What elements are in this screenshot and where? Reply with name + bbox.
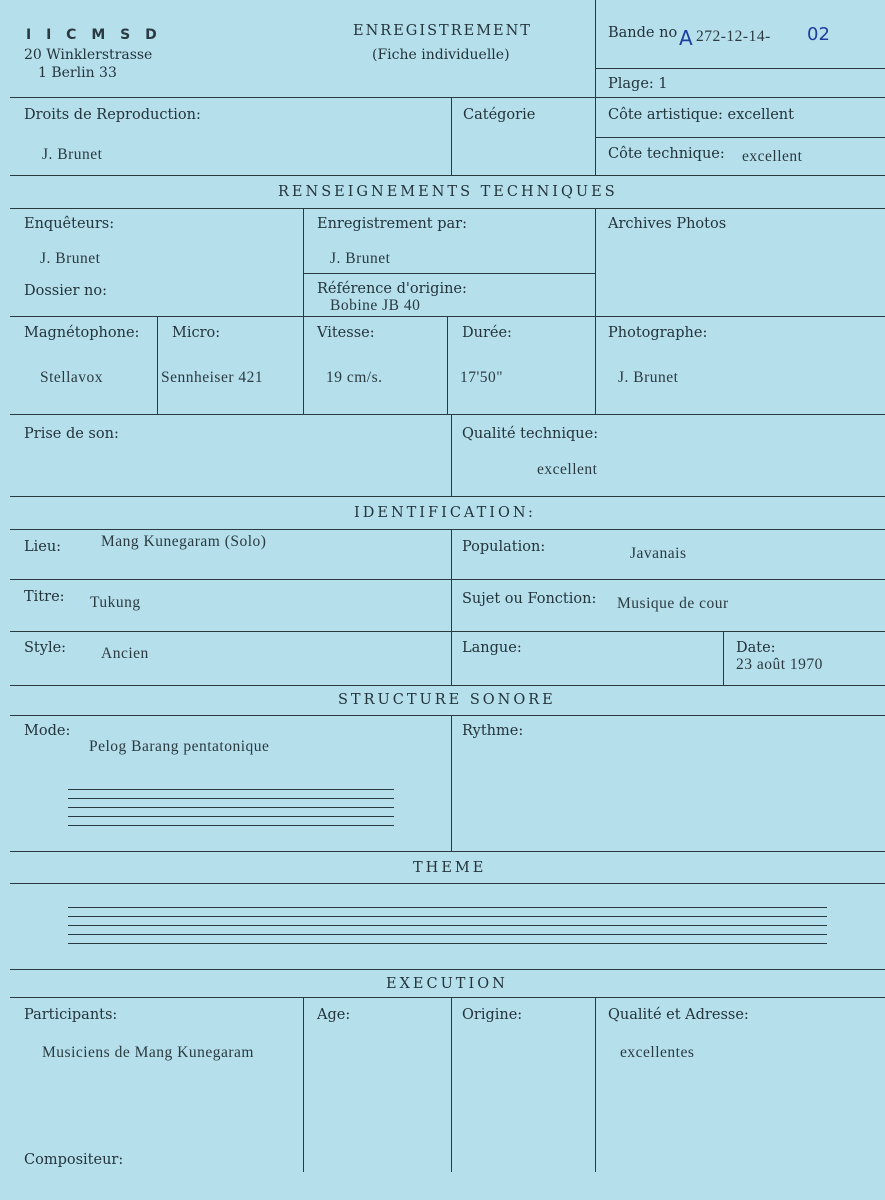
date-value: 23 août 1970 [736, 656, 823, 673]
mode-staff-line [68, 807, 394, 808]
theme-staff-line [68, 934, 827, 935]
origine-label: Origine: [462, 1007, 523, 1023]
bande-label: Bande no [608, 25, 678, 41]
rule [10, 997, 885, 998]
org-address-city: 1 Berlin 33 [38, 65, 117, 81]
droits-label: Droits de Reproduction: [24, 107, 201, 123]
theme-staff-line [68, 916, 827, 917]
enqueteurs-label: Enquêteurs: [24, 216, 115, 232]
section-title-structure: STRUCTURE SONORE [338, 692, 556, 708]
rule [595, 97, 596, 175]
date-label: Date: [736, 640, 776, 656]
micro-label: Micro: [172, 325, 221, 341]
vitesse-label: Vitesse: [317, 325, 375, 341]
bande-prefix: A [679, 26, 693, 50]
rule [303, 273, 595, 274]
section-title-execution: EXECUTION [386, 976, 508, 992]
cote-technique-label: Côte technique: [608, 146, 725, 162]
mode-label: Mode: [24, 723, 71, 739]
rule [157, 316, 158, 414]
langue-label: Langue: [462, 640, 522, 656]
participants-label: Participants: [24, 1007, 118, 1023]
population-value: Javanais [630, 545, 687, 562]
titre-value: Tukung [90, 594, 141, 611]
compositeur-label: Compositeur: [24, 1152, 124, 1168]
rule [10, 715, 885, 716]
rule [451, 715, 452, 851]
photographe-value: J. Brunet [618, 369, 679, 386]
magnetophone-label: Magnétophone: [24, 325, 140, 341]
rule [10, 883, 885, 884]
reference-value: Bobine JB 40 [330, 297, 421, 314]
dossier-label: Dossier no: [24, 283, 107, 299]
qualite-adresse-value: excellentes [620, 1044, 695, 1061]
population-label: Population: [462, 539, 546, 555]
reference-label: Référence d'origine: [317, 281, 467, 297]
magnetophone-value: Stellavox [40, 369, 104, 386]
duree-value: 17'50" [460, 369, 504, 386]
qualite-adresse-label: Qualité et Adresse: [608, 1007, 749, 1023]
style-value: Ancien [101, 645, 149, 662]
enregistrement-label: Enregistrement par: [317, 216, 467, 232]
mode-staff-line [68, 816, 394, 817]
style-label: Style: [24, 640, 67, 656]
org-name: I I C M S D [26, 27, 162, 43]
age-label: Age: [317, 1007, 351, 1023]
photographe-label: Photographe: [608, 325, 708, 341]
rule [10, 579, 885, 580]
rule [595, 0, 596, 97]
rule [595, 997, 596, 1172]
section-title-theme: THEME [413, 860, 487, 876]
rule [595, 137, 885, 138]
rule [451, 997, 452, 1172]
rule [10, 208, 885, 209]
duree-label: Durée: [462, 325, 512, 341]
rule [447, 316, 448, 414]
rythme-label: Rythme: [462, 723, 524, 739]
lieu-label: Lieu: [24, 539, 62, 555]
prise-de-son-label: Prise de son: [24, 426, 119, 442]
rule [10, 851, 885, 852]
titre-label: Titre: [24, 589, 65, 605]
bande-suffix: 02 [807, 24, 830, 45]
lieu-value: Mang Kunegaram (Solo) [101, 533, 267, 550]
rule [10, 631, 885, 632]
rule [595, 68, 885, 69]
theme-staff-line [68, 943, 827, 944]
vitesse-value: 19 cm/s. [326, 369, 383, 386]
mode-staff-line [68, 798, 394, 799]
sujet-label: Sujet ou Fonction: [462, 591, 597, 607]
rule [10, 97, 885, 98]
cote-technique-value: excellent [742, 148, 803, 165]
rule [595, 208, 596, 414]
section-title-identification: IDENTIFICATION: [354, 505, 536, 521]
rule [451, 97, 452, 175]
rule [10, 529, 885, 530]
bande-number: 272-12-14- [696, 28, 771, 45]
form-title: ENREGISTREMENT [353, 23, 532, 39]
archives-label: Archives Photos [608, 216, 727, 232]
plage: Plage: 1 [608, 76, 668, 92]
enregistrement-value: J. Brunet [330, 250, 391, 267]
rule [10, 414, 885, 415]
rule [10, 969, 885, 970]
org-address-street: 20 Winklerstrasse [24, 47, 153, 63]
cote-artistique: Côte artistique: excellent [608, 107, 794, 123]
participants-value: Musiciens de Mang Kunegaram [42, 1044, 254, 1061]
qualite-technique-label: Qualité technique: [462, 426, 599, 442]
mode-staff-line [68, 825, 394, 826]
rule [451, 414, 452, 496]
micro-value: Sennheiser 421 [161, 369, 264, 386]
rule [10, 685, 885, 686]
mode-value: Pelog Barang pentatonique [89, 738, 270, 755]
enqueteurs-value: J. Brunet [40, 250, 101, 267]
categorie-label: Catégorie [463, 107, 536, 123]
sujet-value: Musique de cour [617, 595, 729, 612]
rule [10, 496, 885, 497]
rule [303, 997, 304, 1172]
qualite-technique-value: excellent [537, 461, 598, 478]
droits-value: J. Brunet [42, 146, 103, 163]
mode-staff-line [68, 789, 394, 790]
theme-staff-line [68, 907, 827, 908]
rule [723, 631, 724, 685]
rule [451, 529, 452, 685]
rule [303, 208, 304, 414]
section-title-technical: RENSEIGNEMENTS TECHNIQUES [278, 184, 618, 200]
theme-staff-line [68, 925, 827, 926]
rule [10, 175, 885, 176]
form-subtitle: (Fiche individuelle) [372, 47, 510, 63]
